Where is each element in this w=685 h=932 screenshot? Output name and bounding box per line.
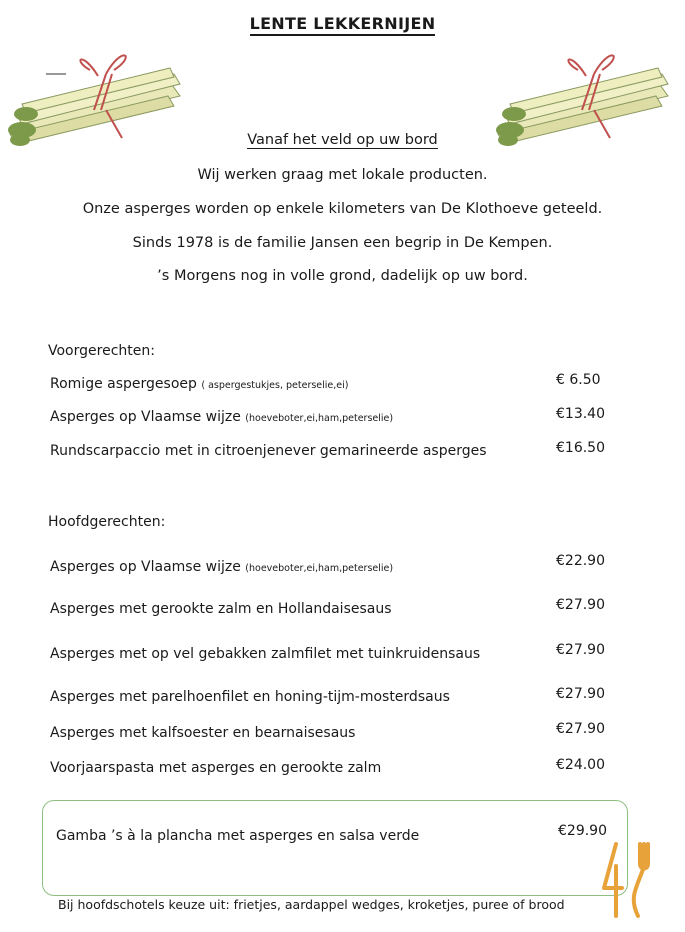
menu-item-name: Voorjaarspasta met asperges en gerookte zalm (50, 760, 382, 776)
menu-item-name: Asperges met kalfsoester en bearnaisesaus (50, 725, 356, 741)
special-item-price: €29.90 (558, 823, 607, 839)
menu-item (50, 601, 392, 617)
menu-item-price: €16.50 (556, 440, 605, 456)
intro-line: Sinds 1978 is de familie Jansen een begrip in De Kempen. (132, 235, 553, 251)
menu-item (50, 646, 480, 662)
menu-item-price: €27.90 (556, 642, 605, 658)
special-item-box (42, 800, 628, 896)
menu-item-name: Asperges met op vel gebakken zalmfilet met tuinkruidensaus (50, 646, 481, 662)
page-title: LENTE LEKKERNIJEN (0, 14, 685, 33)
menu-item-price: €27.90 (556, 686, 605, 702)
menu-item-name: Asperges met gerookte zalm en Hollandaisesaus (50, 601, 392, 617)
menu-item (50, 689, 450, 705)
menu-item-name: Asperges op Vlaamse wijze (50, 559, 241, 575)
menu-item-price: € 6.50 (556, 372, 601, 388)
section-heading-hoofdgerechten: Hoofdgerechten: (48, 514, 166, 530)
intro-line: Onze asperges worden op enkele kilometers van De Klothoeve geteeld. (82, 201, 603, 217)
menu-item (50, 443, 487, 459)
menu-item-name: Asperges op Vlaamse wijze (50, 409, 241, 425)
menu-item (50, 760, 381, 776)
menu-item-name: Romige aspergesoep (50, 376, 197, 392)
intro-subtitle: Vanaf het veld op uw bord (247, 132, 438, 148)
intro-line: ’s Morgens nog in volle grond, dadelijk op uw bord. (157, 268, 528, 284)
section-heading-voorgerechten: Voorgerechten: (48, 343, 155, 359)
menu-item (50, 725, 355, 741)
menu-item (50, 409, 393, 425)
menu-item-note: (hoeveboter,ei,ham,peterselie) (245, 413, 394, 424)
menu-item-note: ( aspergestukjes, peterselie,ei) (201, 380, 349, 391)
menu-item-name: Rundscarpaccio met in citroenjenever gemarineerde asperges (50, 443, 487, 459)
menu-item-price: €27.90 (556, 597, 605, 613)
menu-item (50, 376, 348, 392)
menu-item-price: €27.90 (556, 721, 605, 737)
menu-item-price: €13.40 (556, 406, 605, 422)
menu-item-name: Asperges met parelhoenfilet en honing-tijm-mosterdsaus (50, 689, 450, 705)
menu-item-price: €22.90 (556, 553, 605, 569)
menu-item-note: (hoeveboter,ei,ham,peterselie) (245, 563, 394, 574)
fork-knife-logo-icon (598, 836, 668, 922)
intro-line: Wij werken graag met lokale producten. (197, 167, 488, 183)
special-item-name: Gamba ’s à la plancha met asperges en salsa verde (56, 828, 420, 844)
footer-note: Bij hoofdschotels keuze uit: frietjes, aardappel wedges, kroketjes, puree of brood (58, 897, 565, 912)
menu-item-price: €24.00 (556, 757, 605, 773)
menu-item (50, 559, 393, 575)
